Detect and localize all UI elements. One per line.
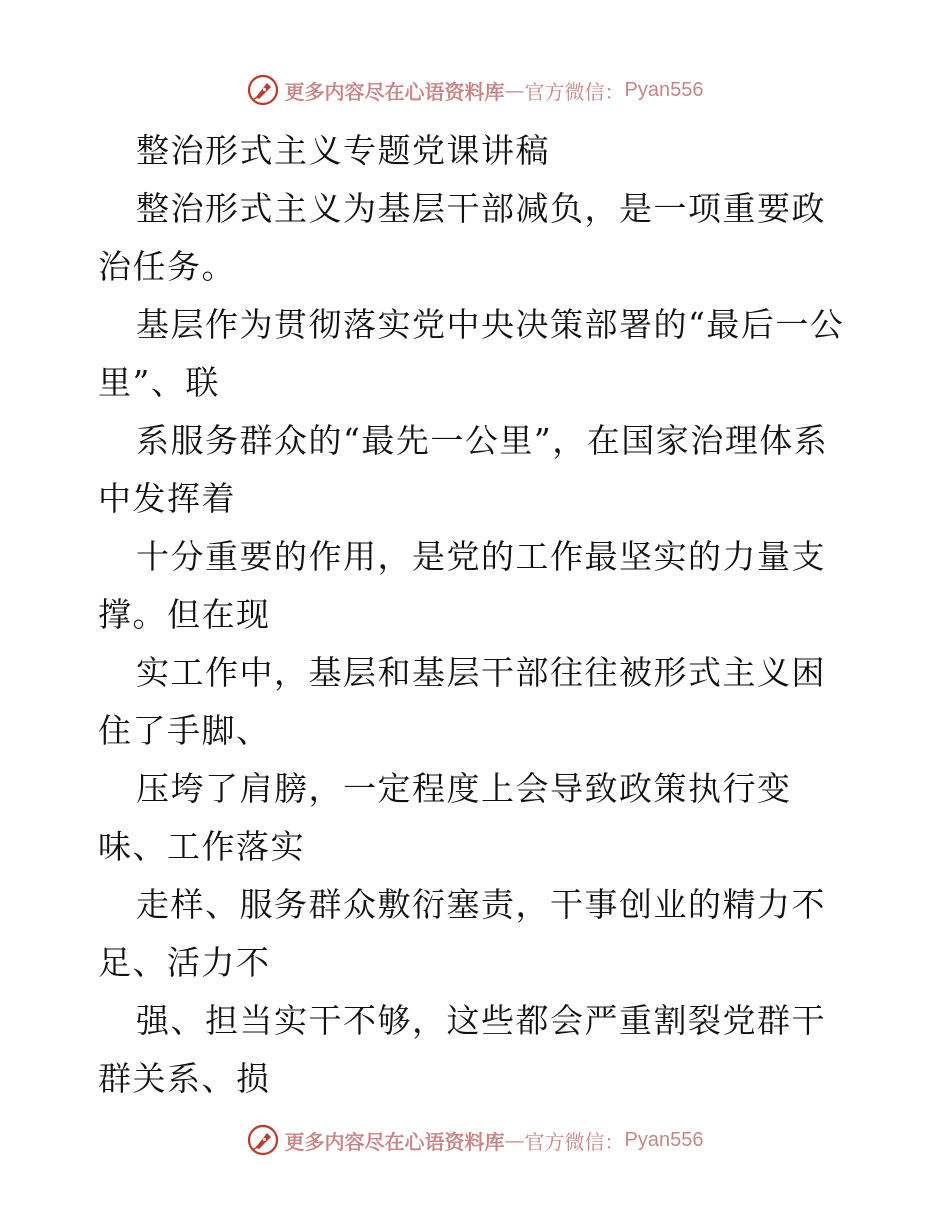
paragraph-2: 基层作为贯彻落实党中央决策部署的“最后一公里”、联 xyxy=(98,305,845,402)
header-site-text: 更多内容尽在心语资料库 xyxy=(284,79,505,104)
footer-wechat-handle: Pyan556 xyxy=(624,1128,704,1151)
paragraph-3: 系服务群众的“最先一公里”，在国家治理体系中发挥着 xyxy=(98,421,829,518)
paragraph-6: 压垮了肩膀，一定程度上会导致政策执行变味、工作落实 xyxy=(98,769,792,866)
pen-nib-logo-icon xyxy=(247,1124,279,1156)
header-wechat-label: 官方微信： xyxy=(524,79,625,104)
document-body xyxy=(98,122,858,1108)
header-separator: — xyxy=(504,78,525,102)
footer-site-text: 更多内容尽在心语资料库 xyxy=(284,1129,505,1154)
paragraph-1: 整治形式主义为基层干部减负，是一项重要政治任务。 xyxy=(98,189,826,286)
pen-nib-logo-icon xyxy=(247,74,279,106)
footer-wechat-label: 官方微信： xyxy=(524,1129,625,1154)
header-wechat-handle: Pyan556 xyxy=(624,78,704,101)
paragraph-5: 实工作中，基层和基层干部往往被形式主义困住了手脚、 xyxy=(98,653,826,750)
footer-separator: — xyxy=(504,1128,525,1152)
document-title: 整治形式主义专题党课讲稿 xyxy=(136,131,550,170)
paragraph-7: 走样、服务群众敷衍塞责，干事创业的精力不足、活力不 xyxy=(98,885,826,982)
paragraph-4: 十分重要的作用，是党的工作最坚实的力量支撑。但在现 xyxy=(98,537,826,634)
header-banner xyxy=(0,70,950,110)
paragraph-8: 强、担当实干不够，这些都会严重割裂党群干群关系、损 xyxy=(98,1001,826,1098)
footer-banner xyxy=(0,1120,950,1160)
